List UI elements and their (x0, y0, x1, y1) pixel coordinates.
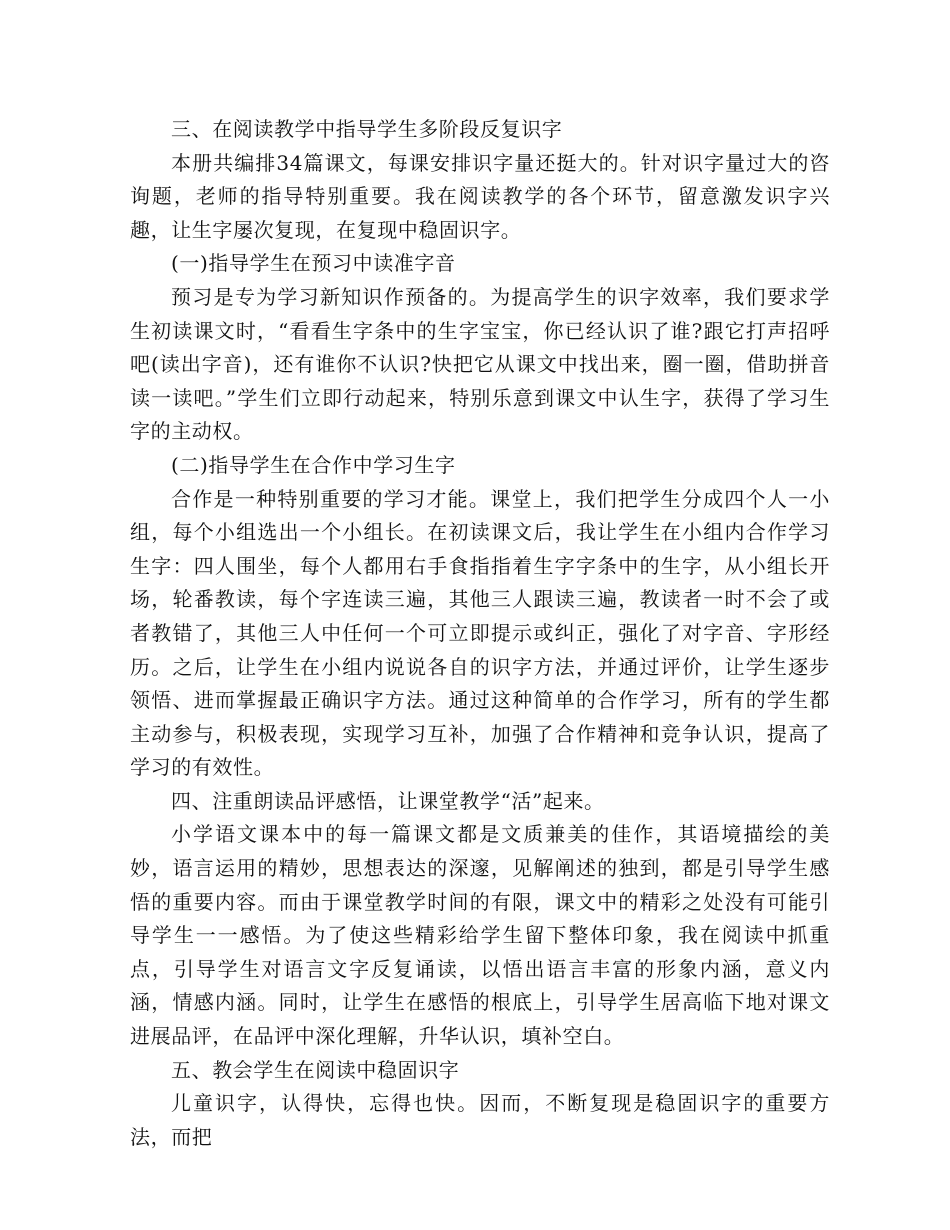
paragraph: 合作是一种特别重要的学习才能。课堂上，我们把学生分成四个人一小组，每个小组选出一个小组长。在初读课文后，我让学生在小组内合作学习生字：四人围坐，每个人都用右手食指指着生字字条中的生字，从小组长开场，轮番教读，每个字连读三遍，其他三人跟读三遍，教读者一时不会了或者教错了，其他三人中任何一个可立即提示或纠正，强化了对字音、字形经历。之后，让学生在小组内说说各自的识字方法，并通过评价，让学生逐步领悟、进而掌握最正确识字方法。通过这种简单的合作学习，所有的学生都主动参与，积极表现，实现学习互补，加强了合作精神和竞争认识，提高了学习的有效性。 (130, 486, 830, 780)
section-heading-3: 三、在阅读教学中指导学生多阶段反复识字 (171, 117, 563, 141)
section-heading-5: 五、教会学生在阅读中稳固识字 (171, 1057, 460, 1082)
subsection-heading-2: (二)指导学生在合作中学习生字 (171, 452, 456, 477)
paragraph: 儿童识字，认得快，忘得也快。因而，不断复现是稳固识字的重要方法，而把 (130, 1091, 830, 1149)
paragraph: 本册共编排34篇课文，每课安排识字量还挺大的。针对识字量过大的咨询题，老师的指导特别重要。我在阅读教学的各个环节，留意激发识字兴趣，让生字屡次复现，在复现中稳固识字。 (130, 150, 830, 242)
paragraph: 预习是专为学习新知识作预备的。为提高学生的识字效率，我们要求学生初读课文时，“看看生字条中的生字宝宝，你已经认识了谁?跟它打声招呼吧(读出字音)，还有谁你不认识?快把它从课文中找出来，圈一圈，借助拼音读一读吧。”学生们立即行动起来，特别乐意到课文中认生字，获得了学习生字的主动权。 (130, 284, 830, 444)
subsection-heading-1: (一)指导学生在预习中读准字音 (171, 251, 456, 276)
section-heading-4: 四、注重朗读品评感悟，让课堂教学“活”起来。 (171, 788, 605, 813)
paragraph: 小学语文课本中的每一篇课文都是文质兼美的佳作，其语境描绘的美妙，语言运用的精妙，思想表达的深邃，见解阐述的独到，都是引导学生感悟的重要内容。而由于课堂教学时间的有限，课文中的精彩之处没有可能引导学生一一感悟。为了使这些精彩给学生留下整体印象，我在阅读中抓重点，引导学生对语言文字反复诵读，以悟出语言丰富的形象内涵，意义内涵，情感内涵。同时，让学生在感悟的根底上，引导学生居高临下地对课文进展品评，在品评中深化理解，升华认识，填补空白。 (130, 822, 830, 1049)
document-body (130, 113, 830, 1154)
